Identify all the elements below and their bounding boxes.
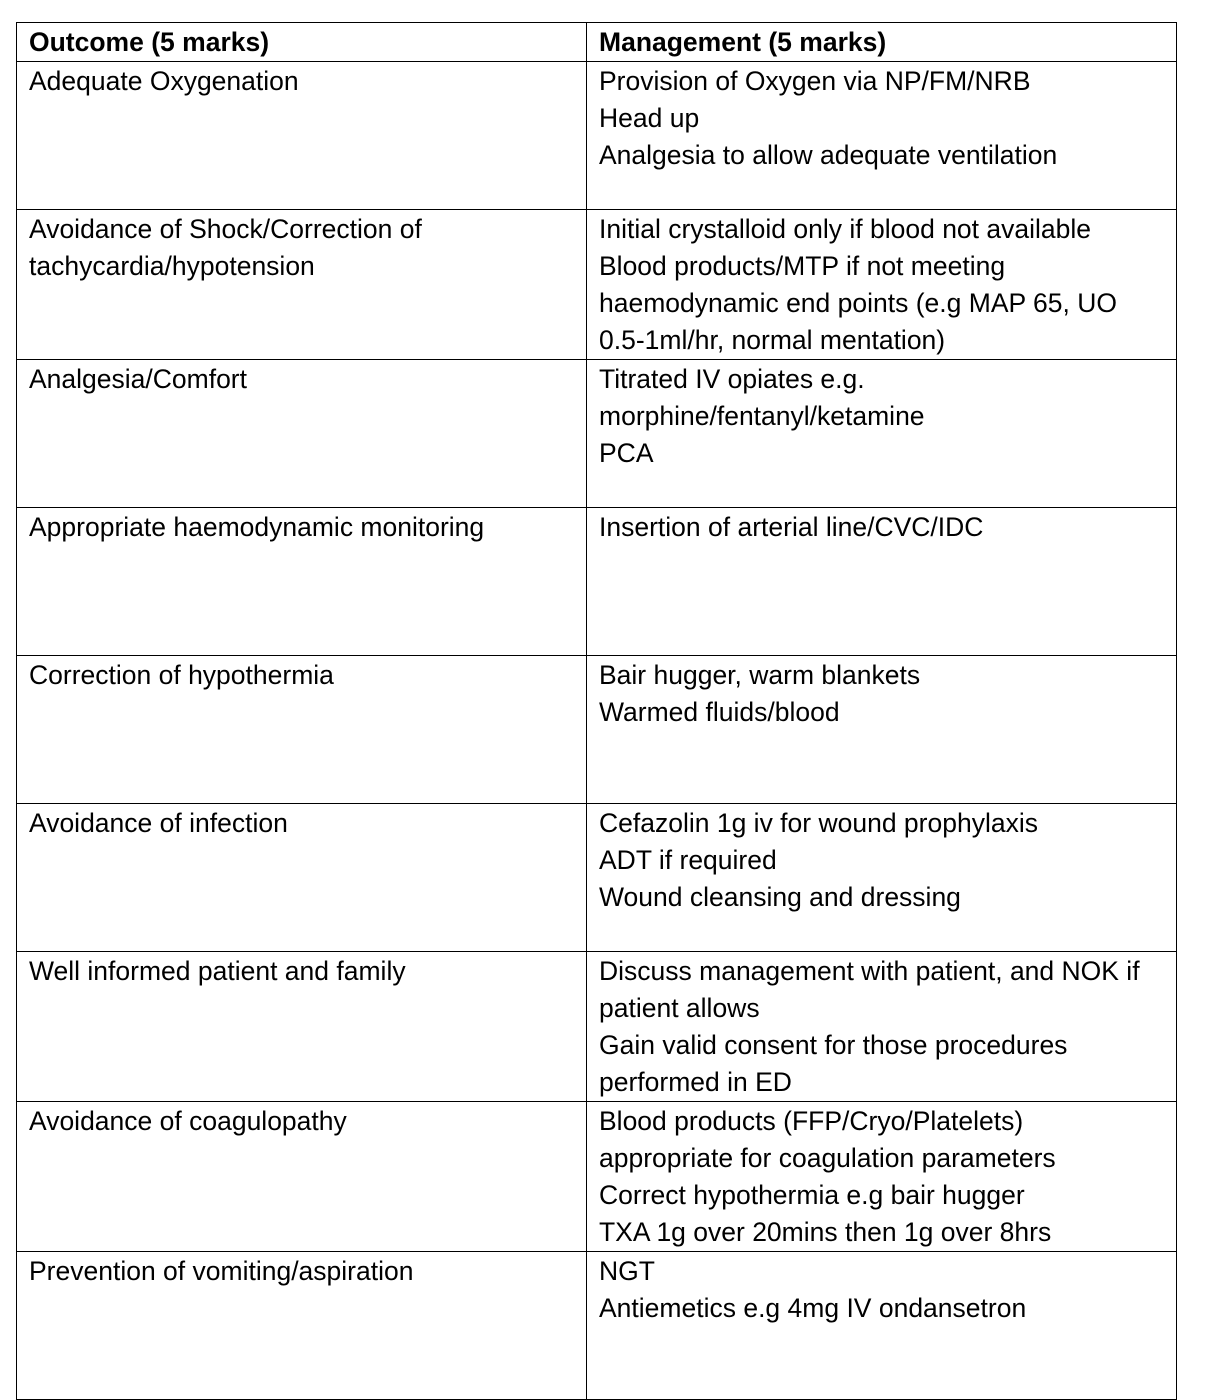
table-row	[17, 1252, 1177, 1400]
management-text-line: Antiemetics e.g 4mg IV ondansetron	[599, 1293, 1027, 1323]
table-row	[17, 804, 1177, 952]
management-cell	[587, 952, 1177, 1102]
outcome-text-line: Analgesia/Comfort	[29, 364, 247, 394]
outcome-cell	[17, 210, 587, 360]
management-text-line: TXA 1g over 20mins then 1g over 8hrs	[599, 1217, 1052, 1247]
management-text-line: patient allows	[599, 993, 760, 1023]
outcome-text-line: Correction of hypothermia	[29, 660, 334, 690]
management-text-line: Bair hugger, warm blankets	[599, 660, 921, 690]
management-text-line: performed in ED	[599, 1067, 792, 1097]
table-row	[17, 360, 1177, 508]
management-text-line: haemodynamic end points (e.g MAP 65, UO	[599, 288, 1118, 318]
management-text-line: PCA	[599, 438, 654, 468]
outcome-text-line: Appropriate haemodynamic monitoring	[29, 512, 485, 542]
management-cell	[587, 360, 1177, 508]
management-cell	[587, 1102, 1177, 1252]
management-text-line: 0.5-1ml/hr, normal mentation)	[599, 325, 946, 355]
management-text-line: Blood products/MTP if not meeting	[599, 251, 1006, 281]
management-column-header: Management (5 marks)	[587, 23, 1177, 62]
management-cell	[587, 1252, 1177, 1400]
management-cell	[587, 804, 1177, 952]
management-cell	[587, 508, 1177, 656]
outcome-text-line: Prevention of vomiting/aspiration	[29, 1256, 414, 1286]
outcome-cell	[17, 656, 587, 804]
management-text-line: ADT if required	[599, 845, 777, 875]
table-row	[17, 656, 1177, 804]
table-row	[17, 1102, 1177, 1252]
outcome-text-line: tachycardia/hypotension	[29, 251, 315, 281]
management-text-line: Blood products (FFP/Cryo/Platelets)	[599, 1106, 1024, 1136]
table-row	[17, 952, 1177, 1102]
outcome-cell	[17, 360, 587, 508]
management-cell	[587, 210, 1177, 360]
outcome-text-line: Avoidance of coagulopathy	[29, 1106, 347, 1136]
management-text-line: Head up	[599, 103, 700, 133]
management-text-line: Discuss management with patient, and NOK if	[599, 956, 1140, 986]
outcome-cell	[17, 1252, 587, 1400]
management-text-line: Analgesia to allow adequate ventilation	[599, 140, 1058, 170]
management-cell	[587, 656, 1177, 804]
outcome-cell	[17, 952, 587, 1102]
outcome-text-line: Avoidance of infection	[29, 808, 288, 838]
management-text-line: NGT	[599, 1256, 655, 1286]
outcome-column-header: Outcome (5 marks)	[17, 23, 587, 62]
outcome-cell	[17, 1102, 587, 1252]
management-text-line: morphine/fentanyl/ketamine	[599, 401, 925, 431]
management-text-line: Warmed fluids/blood	[599, 697, 840, 727]
management-text-line: Initial crystalloid only if blood not available	[599, 214, 1091, 244]
header-row	[17, 23, 1177, 62]
outcome-text-line: Adequate Oxygenation	[29, 66, 299, 96]
outcome-cell	[17, 62, 587, 210]
management-text-line: Provision of Oxygen via NP/FM/NRB	[599, 66, 1031, 96]
outcome-cell	[17, 508, 587, 656]
table-row	[17, 62, 1177, 210]
management-text-line: Insertion of arterial line/CVC/IDC	[599, 512, 984, 542]
management-text-line: Titrated IV opiates e.g.	[599, 364, 865, 394]
management-text-line: Gain valid consent for those procedures	[599, 1030, 1068, 1060]
outcome-text-line: Well informed patient and family	[29, 956, 406, 986]
management-cell	[587, 62, 1177, 210]
management-text-line: Cefazolin 1g iv for wound prophylaxis	[599, 808, 1038, 838]
table-row	[17, 508, 1177, 656]
table-row	[17, 210, 1177, 360]
table-body	[17, 62, 1177, 1400]
management-text-line: appropriate for coagulation parameters	[599, 1143, 1056, 1173]
outcome-text-line: Avoidance of Shock/Correction of	[29, 214, 422, 244]
management-text-line: Correct hypothermia e.g bair hugger	[599, 1180, 1025, 1210]
outcome-cell	[17, 804, 587, 952]
outcome-management-table	[16, 22, 1177, 1400]
management-text-line: Wound cleansing and dressing	[599, 882, 961, 912]
